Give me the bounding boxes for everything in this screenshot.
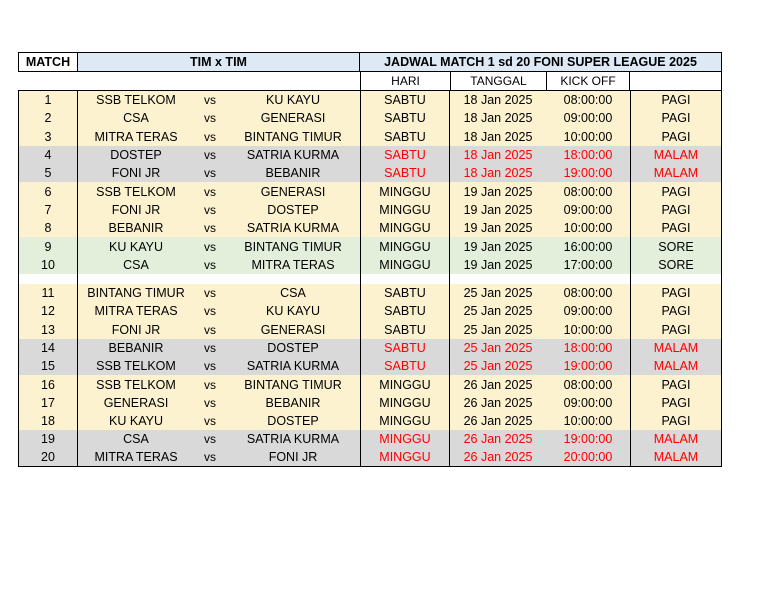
time-of-day-cell[interactable]: PAGI	[630, 219, 722, 237]
subheader-tanggal[interactable]: TANGGAL	[450, 72, 546, 90]
time-of-day-cell[interactable]: PAGI	[630, 284, 722, 302]
match-number[interactable]: 15	[18, 357, 78, 375]
date-cell[interactable]: 18 Jan 2025	[463, 93, 533, 108]
date-cell[interactable]: 26 Jan 2025	[463, 432, 533, 447]
home-team[interactable]: KU KAYU	[109, 239, 163, 254]
home-team[interactable]: BINTANG TIMUR	[87, 286, 185, 301]
date-cell[interactable]: 26 Jan 2025	[463, 395, 533, 410]
table-row	[18, 375, 722, 393]
date-cell[interactable]: 19 Jan 2025	[463, 239, 533, 254]
date-cell[interactable]: 25 Jan 2025	[463, 341, 533, 355]
match-number[interactable]: 17	[18, 394, 78, 412]
day-cell[interactable]: SABTU	[360, 128, 450, 146]
home-team[interactable]: MITRA TERAS	[78, 449, 194, 467]
kickoff-cell[interactable]: 17:00:00	[563, 257, 613, 272]
day-cell[interactable]: MINGGU	[360, 219, 450, 237]
date-cell[interactable]: 19 Jan 2025	[463, 257, 533, 272]
vs-label[interactable]: vs	[204, 414, 216, 429]
spacer-cell	[360, 274, 450, 284]
header-match[interactable]: MATCH	[18, 52, 78, 72]
week-spacer	[18, 274, 722, 284]
kickoff-cell[interactable]: 08:00:00	[563, 93, 613, 108]
header-jadwal[interactable]: JADWAL MATCH 1 sd 20 FONI SUPER LEAGUE 2025	[360, 52, 722, 72]
time-of-day-cell[interactable]: PAGI	[630, 91, 722, 109]
vs-label[interactable]: vs	[204, 129, 216, 144]
day-cell[interactable]: SABTU	[360, 109, 450, 127]
vs-label[interactable]: vs	[204, 395, 216, 410]
date-cell[interactable]: 19 Jan 2025	[463, 184, 533, 199]
home-team[interactable]: FONI JR	[111, 322, 161, 337]
day-cell[interactable]: SABTU	[360, 146, 450, 164]
home-team[interactable]: SSB TELKOM	[96, 93, 176, 108]
home-team[interactable]: BEBANIR	[108, 341, 164, 355]
kickoff-cell[interactable]: 18:00:00	[563, 148, 613, 163]
away-team[interactable]: DOSTEP	[267, 414, 319, 429]
match-number[interactable]: 8	[18, 219, 78, 237]
spacer-cell	[630, 274, 722, 284]
match-number[interactable]: 14	[18, 339, 78, 357]
day-cell[interactable]: MINGGU	[360, 201, 450, 219]
time-of-day-cell[interactable]: PAGI	[630, 128, 722, 146]
subheader-hari[interactable]: HARI	[360, 72, 450, 90]
table-row	[18, 219, 722, 237]
kickoff-cell[interactable]: 09:00:00	[563, 111, 613, 126]
day-cell[interactable]: SABTU	[360, 302, 450, 320]
home-team[interactable]: FONI JR	[111, 166, 161, 181]
table-row	[18, 128, 722, 146]
home-team[interactable]: FONI JR	[111, 202, 161, 217]
date-cell[interactable]: 19 Jan 2025	[463, 202, 533, 217]
time-of-day-cell[interactable]: PAGI	[630, 182, 722, 200]
date-cell[interactable]: 18 Jan 2025	[463, 166, 533, 181]
day-cell[interactable]: SABTU	[360, 284, 450, 302]
table-row	[18, 146, 722, 164]
spacer-cell	[450, 274, 630, 284]
table-row	[18, 321, 722, 339]
vs-label[interactable]: vs	[204, 286, 216, 301]
vs-label[interactable]: vs	[204, 184, 216, 199]
away-team[interactable]: DOSTEP	[267, 202, 319, 217]
subheader-row	[18, 72, 722, 90]
match-number[interactable]: 5	[18, 164, 78, 182]
away-team[interactable]: BEBANIR	[265, 395, 321, 410]
date-cell[interactable]: 18 Jan 2025	[463, 129, 533, 144]
subheader-waktu[interactable]	[630, 72, 722, 90]
away-team[interactable]: CSA	[280, 286, 306, 301]
kickoff-cell[interactable]: 10:00:00	[563, 221, 613, 236]
away-team[interactable]: SATRIA KURMA	[246, 221, 340, 236]
match-number[interactable]: 16	[18, 375, 78, 393]
table-row	[18, 412, 722, 430]
match-number[interactable]: 12	[18, 302, 78, 320]
time-of-day-cell[interactable]: SORE	[630, 256, 722, 274]
date-cell[interactable]: 25 Jan 2025	[463, 286, 533, 301]
kickoff-cell[interactable]: 20:00:00	[546, 449, 630, 467]
away-team[interactable]: GENERASI	[260, 111, 326, 126]
schedule-sheet	[18, 52, 722, 467]
home-team[interactable]: SSB TELKOM	[96, 184, 176, 199]
kickoff-cell[interactable]: 19:00:00	[563, 432, 613, 447]
vs-label[interactable]: vs	[204, 221, 216, 236]
table-row	[18, 357, 722, 375]
away-team[interactable]: DOSTEP	[267, 341, 319, 355]
away-team[interactable]: GENERASI	[260, 322, 326, 337]
day-cell[interactable]: MINGGU	[360, 412, 450, 430]
away-team[interactable]: GENERASI	[260, 184, 326, 199]
day-cell[interactable]: MINGGU	[360, 256, 450, 274]
home-team[interactable]: SSB TELKOM	[96, 359, 176, 374]
away-team[interactable]: SATRIA KURMA	[246, 148, 340, 163]
match-number[interactable]: 20	[18, 449, 78, 467]
table-row	[18, 302, 722, 320]
subheader-blank	[78, 72, 360, 90]
kickoff-cell[interactable]: 09:00:00	[563, 304, 613, 319]
away-team[interactable]: MITRA TERAS	[251, 257, 335, 272]
table-row	[18, 109, 722, 127]
schedule-body	[18, 90, 722, 467]
vs-label[interactable]: vs	[204, 322, 216, 337]
date-cell[interactable]: 25 Jan 2025	[463, 322, 533, 337]
kickoff-cell[interactable]: 10:00:00	[563, 322, 613, 337]
vs-label[interactable]: vs	[204, 377, 216, 392]
kickoff-cell[interactable]: 09:00:00	[563, 395, 613, 410]
vs-label[interactable]: vs	[204, 202, 216, 217]
home-team[interactable]: CSA	[123, 432, 149, 447]
home-team[interactable]: GENERASI	[103, 395, 169, 410]
vs-label[interactable]: vs	[204, 166, 216, 181]
header-row	[18, 52, 722, 72]
time-of-day-cell[interactable]: PAGI	[630, 394, 722, 412]
day-cell[interactable]: SABTU	[360, 164, 450, 182]
home-team[interactable]: DOSTEP	[110, 148, 162, 163]
day-cell[interactable]: MINGGU	[360, 394, 450, 412]
day-cell[interactable]: SABTU	[360, 321, 450, 339]
time-of-day-cell[interactable]: MALAM	[630, 164, 722, 182]
vs-label[interactable]: vs	[204, 304, 216, 319]
kickoff-cell[interactable]: 10:00:00	[563, 129, 613, 144]
away-team[interactable]: BEBANIR	[265, 166, 321, 181]
home-team[interactable]: CSA	[123, 257, 149, 272]
date-cell[interactable]: 19 Jan 2025	[463, 221, 533, 236]
vs-label[interactable]: vs	[194, 449, 226, 467]
table-row	[18, 394, 722, 412]
date-cell[interactable]: 25 Jan 2025	[463, 304, 533, 319]
table-row	[18, 339, 722, 357]
date-cell[interactable]: 18 Jan 2025	[463, 111, 533, 126]
kickoff-cell[interactable]: 16:00:00	[563, 239, 613, 254]
away-team[interactable]: BINTANG TIMUR	[244, 377, 342, 392]
match-number[interactable]: 10	[18, 256, 78, 274]
match-number[interactable]: 18	[18, 412, 78, 430]
match-number[interactable]: 11	[18, 284, 78, 302]
match-number[interactable]: 3	[18, 128, 78, 146]
time-of-day-cell[interactable]: PAGI	[630, 201, 722, 219]
table-row	[18, 237, 722, 255]
time-of-day-cell[interactable]: PAGI	[630, 375, 722, 393]
kickoff-cell[interactable]: 19:00:00	[563, 359, 613, 374]
kickoff-cell[interactable]: 09:00:00	[563, 202, 613, 217]
time-of-day-cell[interactable]: MALAM	[630, 430, 722, 448]
away-team[interactable]: FONI JR	[226, 449, 360, 467]
table-row	[18, 164, 722, 182]
away-team[interactable]: SATRIA KURMA	[246, 359, 340, 374]
header-tim[interactable]: TIM x TIM	[78, 52, 360, 72]
away-team[interactable]: KU KAYU	[266, 93, 320, 108]
day-cell[interactable]: MINGGU	[360, 430, 450, 448]
time-of-day-cell[interactable]: SORE	[630, 237, 722, 255]
kickoff-cell[interactable]: 08:00:00	[563, 184, 613, 199]
home-team[interactable]: MITRA TERAS	[94, 129, 178, 144]
subheader-kickoff[interactable]: KICK OFF	[546, 72, 630, 90]
match-number[interactable]: 19	[18, 430, 78, 448]
kickoff-cell[interactable]: 08:00:00	[563, 286, 613, 301]
kickoff-cell[interactable]: 10:00:00	[563, 414, 613, 429]
home-team[interactable]: SSB TELKOM	[96, 377, 176, 392]
match-number[interactable]: 4	[18, 146, 78, 164]
match-number[interactable]: 2	[18, 109, 78, 127]
vs-label[interactable]: vs	[204, 239, 216, 254]
vs-label[interactable]: vs	[204, 341, 216, 355]
date-cell[interactable]: 26 Jan 2025	[450, 449, 546, 467]
away-team[interactable]: BINTANG TIMUR	[244, 129, 342, 144]
match-number[interactable]: 9	[18, 237, 78, 255]
home-team[interactable]: MITRA TERAS	[94, 304, 178, 319]
vs-label[interactable]: vs	[204, 111, 216, 126]
day-cell[interactable]: MINGGU	[360, 449, 450, 467]
kickoff-cell[interactable]: 08:00:00	[563, 377, 613, 392]
match-number[interactable]: 1	[18, 91, 78, 109]
table-row	[18, 449, 722, 467]
day-cell[interactable]: MINGGU	[360, 237, 450, 255]
vs-label[interactable]: vs	[204, 432, 216, 447]
day-cell[interactable]: SABTU	[360, 91, 450, 109]
home-team[interactable]: KU KAYU	[109, 414, 163, 429]
table-row	[18, 91, 722, 109]
away-team[interactable]: BINTANG TIMUR	[244, 239, 342, 254]
time-of-day-cell[interactable]: PAGI	[630, 321, 722, 339]
kickoff-cell[interactable]: 18:00:00	[563, 341, 613, 355]
table-row	[18, 430, 722, 448]
table-row	[18, 284, 722, 302]
away-team[interactable]: KU KAYU	[266, 304, 320, 319]
match-number[interactable]: 7	[18, 201, 78, 219]
time-of-day-cell[interactable]: PAGI	[630, 302, 722, 320]
time-of-day-cell[interactable]: PAGI	[630, 412, 722, 430]
day-cell[interactable]: MINGGU	[360, 182, 450, 200]
date-cell[interactable]: 26 Jan 2025	[463, 377, 533, 392]
date-cell[interactable]: 18 Jan 2025	[463, 148, 533, 163]
vs-label[interactable]: vs	[204, 93, 216, 108]
day-cell[interactable]: MINGGU	[360, 375, 450, 393]
home-team[interactable]: CSA	[123, 111, 149, 126]
match-number[interactable]: 13	[18, 321, 78, 339]
vs-label[interactable]: vs	[204, 148, 216, 163]
table-row	[18, 201, 722, 219]
day-cell[interactable]: SABTU	[360, 339, 450, 357]
time-of-day-cell[interactable]: MALAM	[630, 146, 722, 164]
time-of-day-cell[interactable]: PAGI	[630, 109, 722, 127]
subheader-blank	[18, 72, 78, 90]
table-row	[18, 182, 722, 200]
home-team[interactable]: BEBANIR	[108, 221, 164, 236]
spacer-cell	[78, 274, 360, 284]
table-row	[18, 256, 722, 274]
day-cell[interactable]: SABTU	[360, 357, 450, 375]
spacer-cell	[18, 274, 78, 284]
match-number[interactable]: 6	[18, 182, 78, 200]
date-cell[interactable]: 25 Jan 2025	[463, 359, 533, 374]
time-of-day-cell[interactable]: MALAM	[630, 357, 722, 375]
vs-label[interactable]: vs	[204, 257, 216, 272]
vs-label[interactable]: vs	[204, 359, 216, 374]
date-cell[interactable]: 26 Jan 2025	[463, 414, 533, 429]
time-of-day-cell[interactable]: MALAM	[630, 449, 722, 467]
time-of-day-cell[interactable]: MALAM	[630, 339, 722, 357]
away-team[interactable]: SATRIA KURMA	[246, 432, 340, 447]
kickoff-cell[interactable]: 19:00:00	[563, 166, 613, 181]
